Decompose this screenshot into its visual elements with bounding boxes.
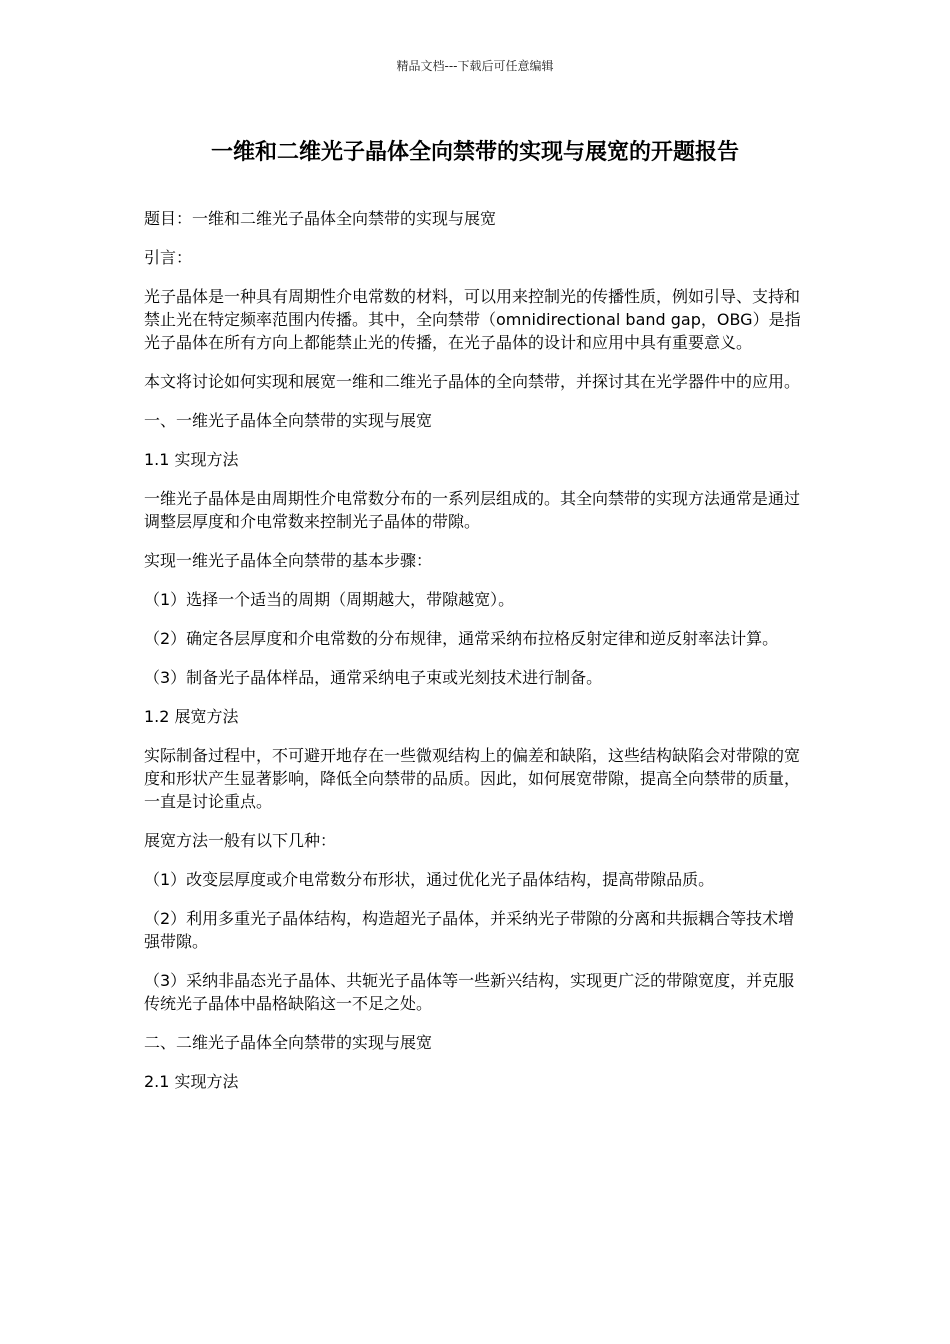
document-body [144,207,808,1109]
list-item: （1）选择一个适当的周期（周期越大，带隙越宽）。 [144,590,515,609]
header-note: 精品文档---下载后可任意编辑 [396,59,554,73]
body-paragraph: 实现一维光子晶体全向禁带的基本步骤： [144,551,433,570]
list-item: （3）采纳非晶态光子晶体、共轭光子晶体等一些新兴结构，实现更广泛的带隙宽度，并克服传统光子晶体中晶格缺陷这一不足之处。 [144,971,795,1013]
document-title: 一维和二维光子晶体全向禁带的实现与展宽的开题报告 [210,140,739,165]
list-item: （2）利用多重光子晶体结构，构造超光子晶体，并采纳光子带隙的分离和共振耦合等技术增强带隙。 [144,909,795,951]
list-item: （1）改变层厚度或介电常数分布形状，通过优化光子晶体结构，提高带隙品质。 [144,870,715,889]
body-paragraph: 展宽方法一般有以下几种： [144,831,337,850]
subject-line: 题目：一维和二维光子晶体全向禁带的实现与展宽 [144,209,497,228]
list-item: （3）制备光子晶体样品，通常采纳电子束或光刻技术进行制备。 [144,668,603,687]
subsection-heading: 1.1 实现方法 [144,450,239,469]
intro-heading: 引言： [144,248,193,267]
body-paragraph: 本文将讨论如何实现和展宽一维和二维光子晶体的全向禁带，并探讨其在光学器件中的应用。 [144,372,801,391]
body-paragraph: 一维光子晶体是由周期性介电常数分布的一系列层组成的。其全向禁带的实现方法通常是通过调整层厚度和介电常数来控制光子晶体的带隙。 [144,489,801,531]
subsection-heading: 1.2 展宽方法 [144,707,239,726]
section-heading: 一、一维光子晶体全向禁带的实现与展宽 [144,411,433,430]
body-paragraph: 光子晶体是一种具有周期性介电常数的材料，可以用来控制光的传播性质，例如引导、支持和禁止光在特定频率范围内传播。其中，全向禁带（omnidirectional band gap，OBG）是指光子晶体在所有方向上都能禁止光的传播，在光子晶体的设计和应用中具有重要意义。 [144,287,801,352]
section-heading: 二、二维光子晶体全向禁带的实现与展宽 [144,1033,433,1052]
subsection-heading: 2.1 实现方法 [144,1072,239,1091]
list-item: （2）确定各层厚度和介电常数的分布规律，通常采纳布拉格反射定律和逆反射率法计算。 [144,629,779,648]
body-paragraph: 实际制备过程中，不可避开地存在一些微观结构上的偏差和缺陷，这些结构缺陷会对带隙的宽度和形状产生显著影响，降低全向禁带的品质。因此，如何展宽带隙，提高全向禁带的质量，一直是讨论重点。 [144,746,801,811]
